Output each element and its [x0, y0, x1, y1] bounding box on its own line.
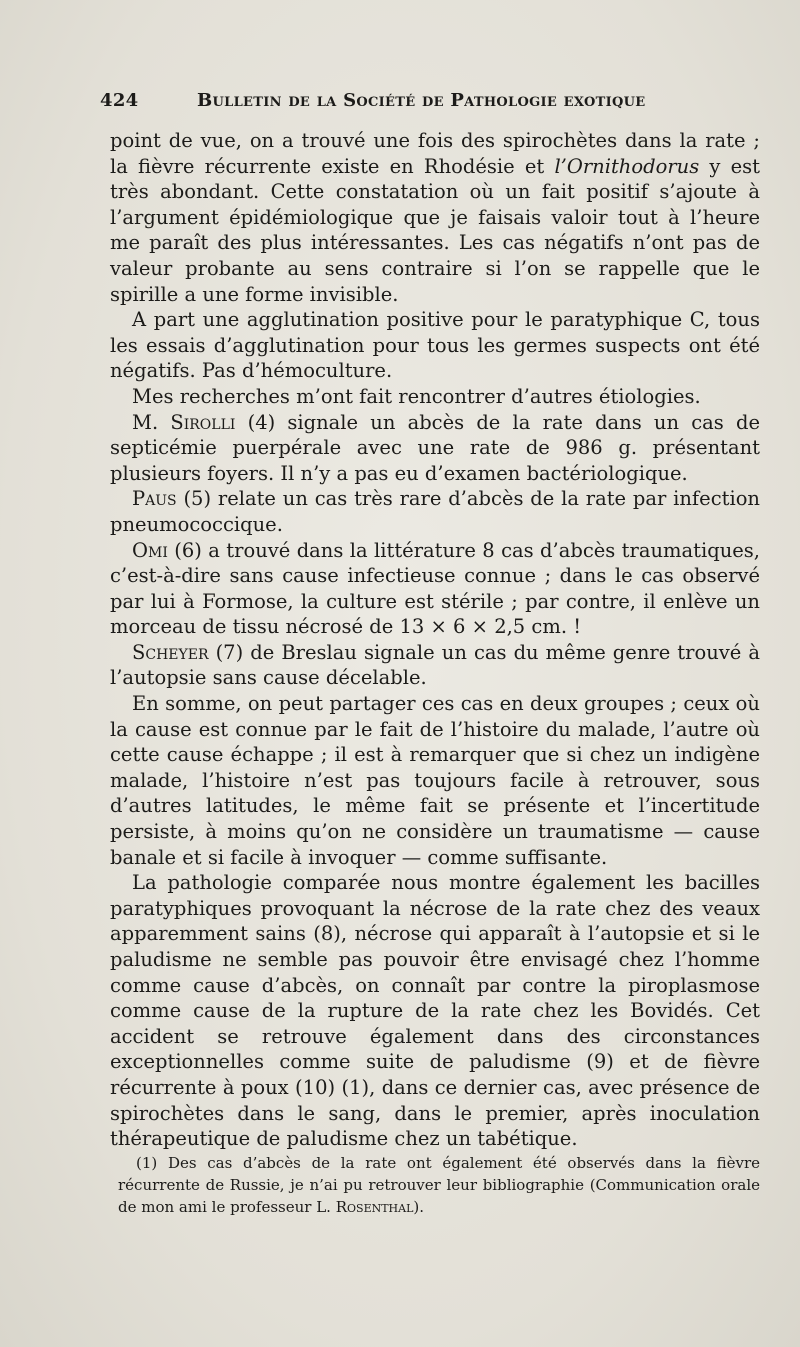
paragraph-5-text: (5) relate un cas très rare d’abcès de la rate par infection pneumococcique. — [110, 487, 760, 536]
paragraph-9: La pathologie comparée nous montre également les bacilles paratyphiques provoquant la nécrose de la rate chez des veaux apparemment sains (8), nécrose qui apparaît à l’autopsie et si le paludisme ne semble pas pouvoir être envisagé chez l’homme comme cause d’abcès, on connaît par contre la piroplasmose comme cause de la rupture de la rate chez les Bovidés. Cet accident se retrouve également dans des circonstances exceptionnelles comme suite de paludisme (9) et de fièvre récurrente à poux (10) (1), dans ce dernier cas, avec présence de spirochètes dans le sang, dans le premier, après inoculation thérapeutique de paludisme chez un tabétique. — [110, 871, 760, 1151]
paragraph-7 — [110, 640, 760, 691]
author-name: Scheyer — [132, 640, 209, 664]
paragraph-4-text: (4) signale un abcès de la rate dans un cas de septicémie puerpérale avec une rate de 986 g. présentant plusieurs foyers. Il n’y a pas eu d’examen bactériologique. — [110, 410, 760, 485]
paragraph-1-end: y est très abondant. Cette constatation où un fait positif s’ajoute à l’argument épidémiologique que je faisais valoir tout à l’heure me paraît des plus intéressantes. Les cas négatifs n’ont pas de valeur probante au sens contraire si l’on se rappelle que le spirille a une forme invisible. — [110, 154, 761, 306]
running-title: Bulletin de la Société de Pathologie exotique — [197, 90, 646, 111]
footnote — [118, 1152, 760, 1218]
paragraph-8: En somme, on peut partager ces cas en deux groupes ; ceux où la cause est connue par le fait de l’histoire du malade, l’autre où cette cause échappe ; il est à remarquer que si chez un indigène malade, l’histoire n’est pas toujours facile à retrouver, sous d’autres latitudes, le même fait se présente et l’incertitude persiste, à moins qu’on ne considère un traumatisme — cause banale et si facile à invoquer — comme suffisante. — [110, 692, 760, 869]
footnote-author-name: Rosenthal — [335, 1198, 414, 1216]
footnote-end: ). — [413, 1198, 425, 1216]
paragraph-2: A part une agglutination positive pour le paratyphique C, tous les essais d’agglutination pour tous les germes suspects ont été négatifs. Pas d’hémoculture. — [110, 308, 760, 383]
paragraph-1 — [110, 128, 760, 307]
author-name: Paus — [132, 487, 177, 511]
paragraph-5 — [110, 486, 760, 537]
page-number: 424 — [100, 90, 139, 111]
paragraph-7-text: (7) de Breslau signale un cas du même genre trouvé à l’autopsie sans cause décelable. — [110, 640, 760, 690]
paragraph-6 — [110, 538, 760, 640]
footnote-text: (1) Des cas d’abcès de la rate ont également été observés dans la fièvre récurrente de Russie, je n’ai pu retrouver leur bibliographie (Communication orale de mon ami le professeur L. — [118, 1154, 760, 1216]
author-name: Sirolli — [170, 410, 236, 434]
body-text — [110, 128, 760, 1152]
paragraph-6-text: (6) a trouvé dans la littérature 8 cas d’abcès traumatiques, c’est-à-dire sans cause infectieuse connue ; dans le cas observé par lui à Formose, la culture est stérile ; par contre, il enlève un morceau de tissu nécrosé de 13 × 6 × 2,5 cm. ! — [110, 538, 761, 639]
paragraph-3: Mes recherches m’ont fait rencontrer d’autres étiologies. — [132, 384, 701, 408]
title-abbrev: M. — [132, 410, 159, 434]
paragraph-4 — [110, 410, 760, 487]
paragraph-1-text: point de vue, on a trouvé une fois des spirochètes dans la rate ; la fièvre récurrente existe en Rhodésie et — [110, 129, 760, 178]
author-name: Omi — [132, 538, 168, 562]
genus-name: l’Ornithodorus — [554, 154, 700, 178]
